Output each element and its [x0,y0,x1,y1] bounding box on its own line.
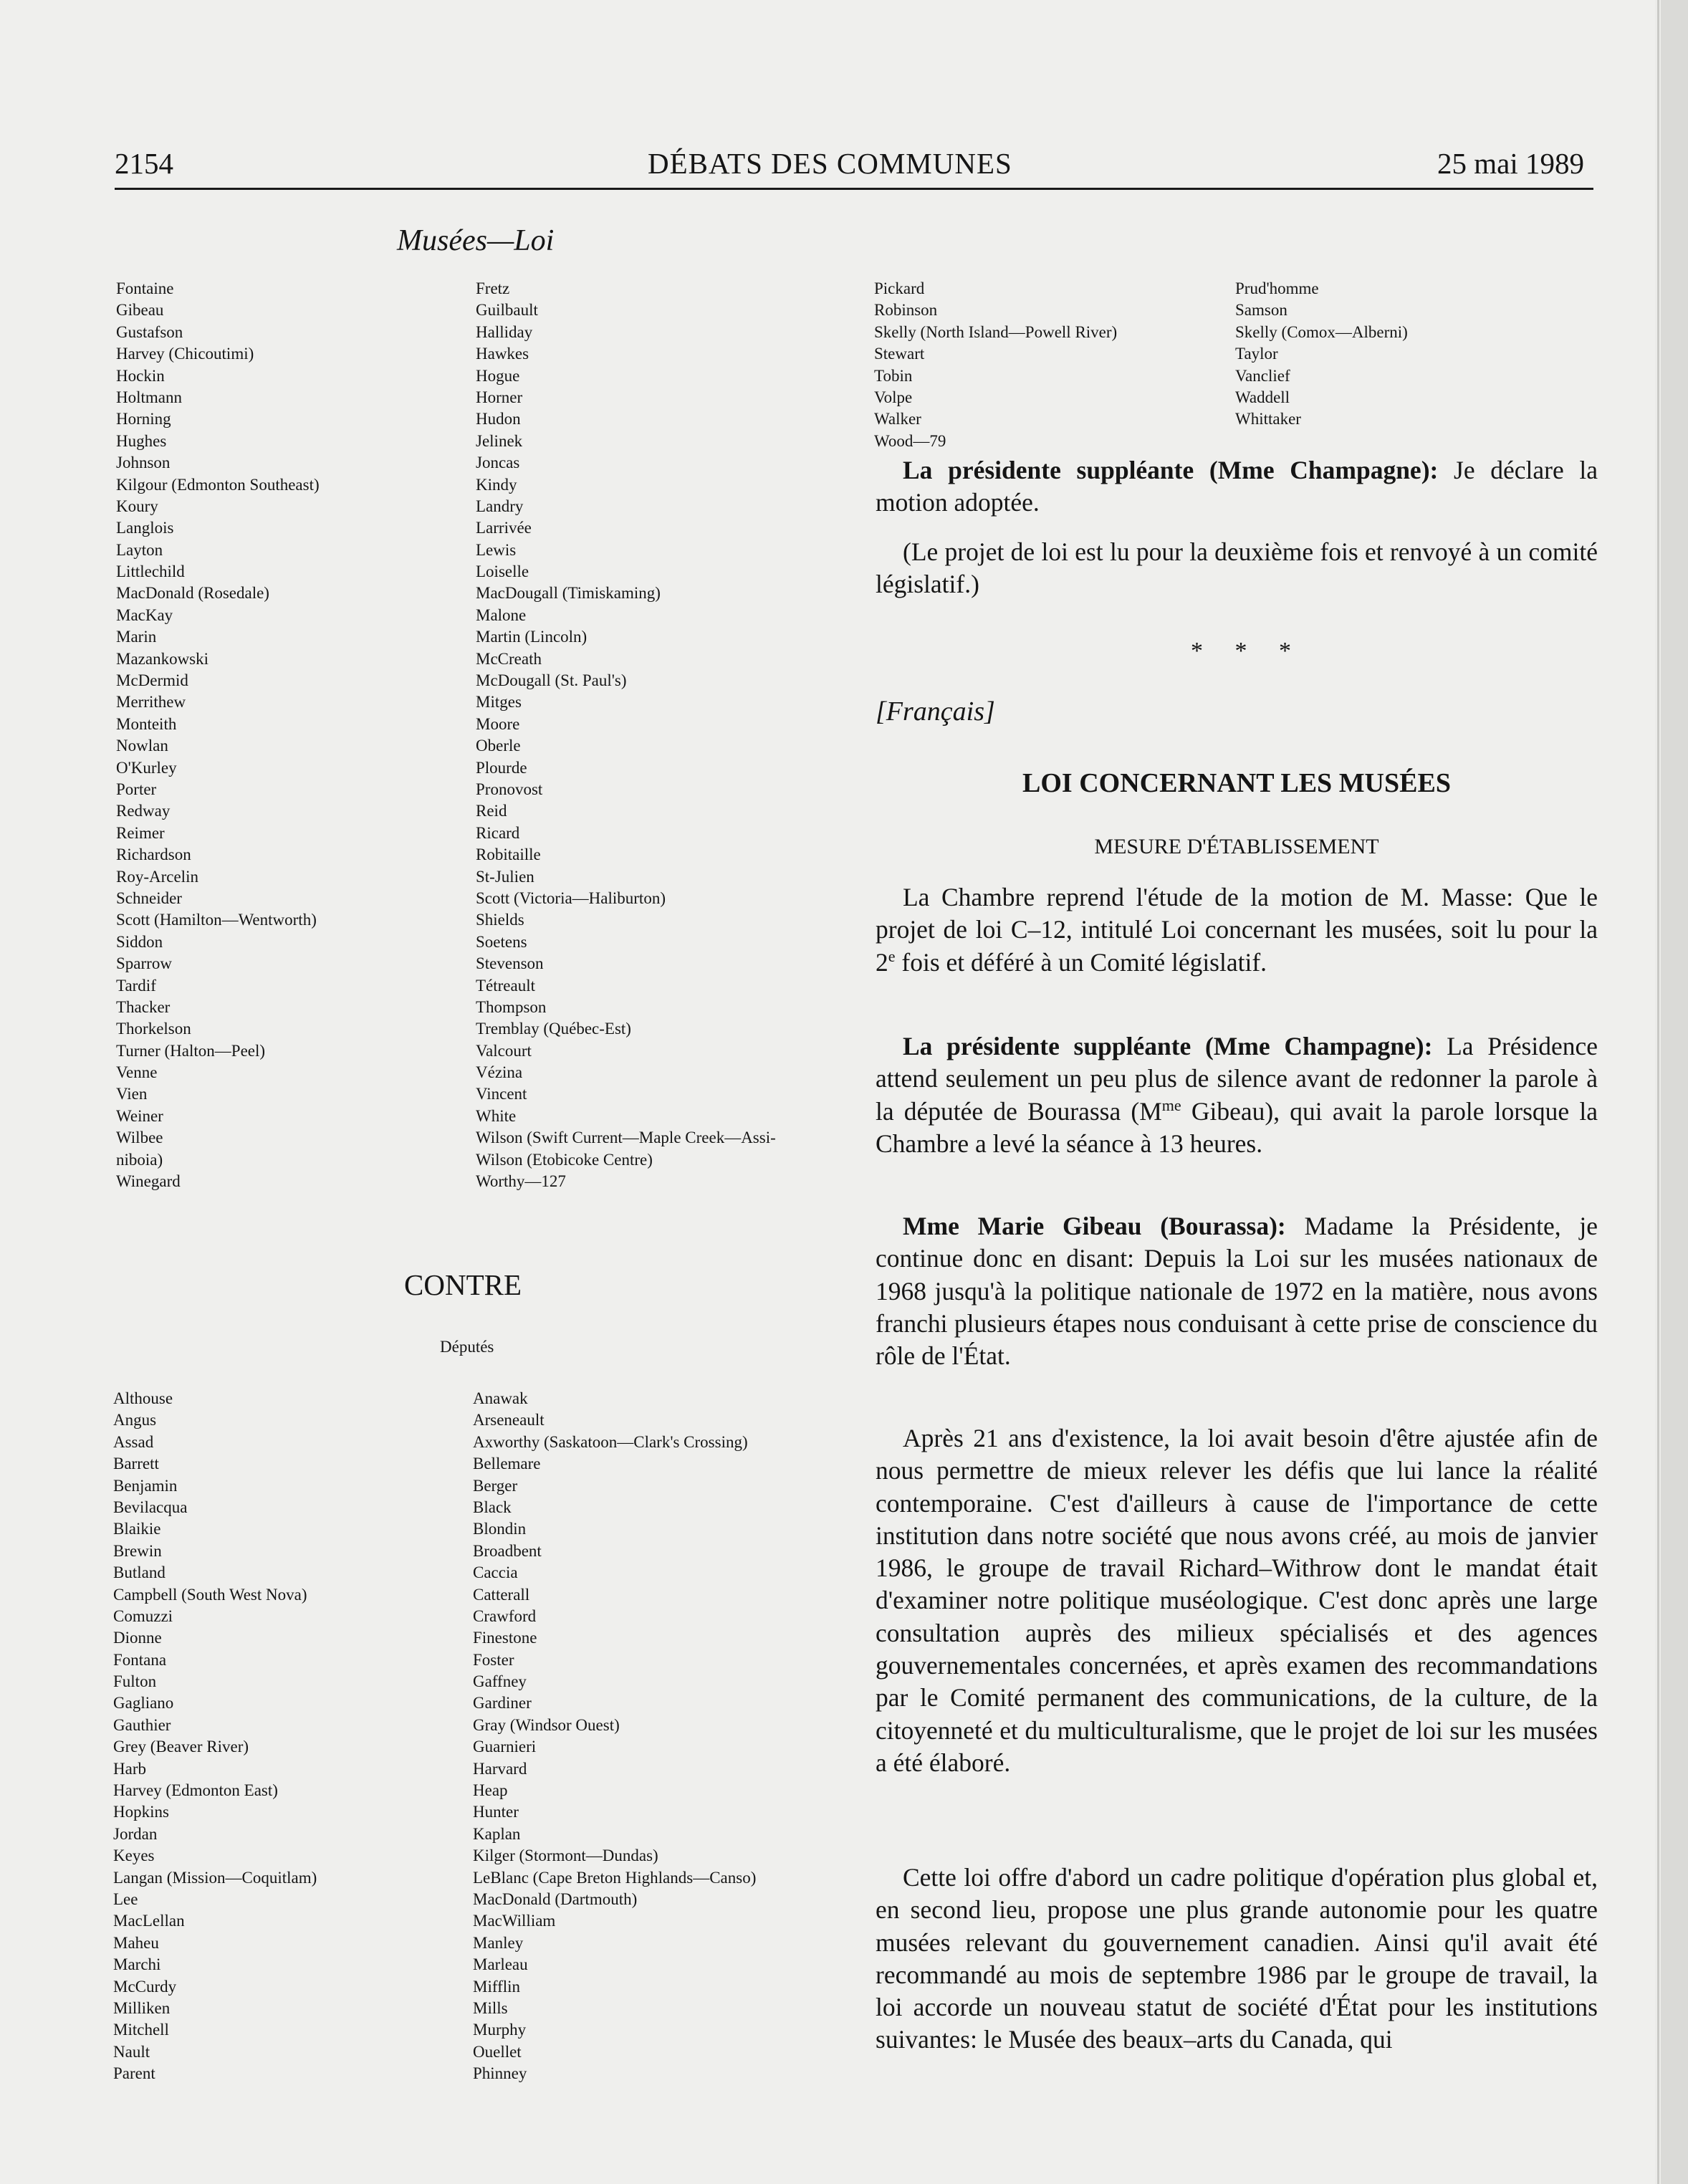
member-name: Campbell (South West Nova) [113,1585,307,1604]
nays-column-2 [473,1388,756,2085]
member-name: LeBlanc (Cape Breton Highlands—Canso) [473,1868,757,1887]
member-name: Shields [476,911,524,929]
member-name: Vien [116,1085,148,1103]
member-name: Langlois [116,519,174,537]
paragraph-chair-remark: La présidente suppléante (Mme Champagne): La Présidence attend seulement un peu plus de silence avant de redonner la parole à la députée de Bourassa ($M^{me}$ Gibeau), qui avait la parole lorsque la Chambre a levé la séance à 13 heures. [876,1032,1598,1158]
member-name: Keyes [113,1847,155,1865]
member-name: Ricard [476,823,520,842]
member-name: Reimer [116,823,165,842]
member-name: Maheu [113,1933,159,1952]
member-name: Manley [473,1933,524,1952]
member-name: Johnson [116,454,171,472]
member-name: Kindy [476,475,517,494]
yeas-column-1 [116,278,320,1192]
member-name: Kilger (Stormont—Dundas) [473,1847,658,1865]
member-name: Malone [476,605,527,624]
member-name: Redway [116,802,171,820]
member-name: Sparrow [116,954,172,973]
member-name: Hockin [116,366,165,385]
member-name: Fontaine [116,279,174,297]
member-name: Marchi [113,1955,161,1974]
paragraph-speech-continued: Après 21 ans d'existence, la loi avait besoin d'être ajustée afin de nous permettre de mieux relever les défis que lui lance la réalité contemporaine. C'est d'ailleurs à cause de l'importance de cette institution dans notre société que nous avons créé, au mois de janvier 1986, le groupe de travail Richard–Withrow dont le mandat était d'examiner notre politique muséologique. C'est donc après une large consultation auprès des milieux spécialisés et des agences gouvernementales concernées, et après examen des recommandations par le Comité permanent des communications, de la culture, de la citoyenneté et du multiculturalisme, que le projet de loi sur les musées a été élaboré. [876,1424,1598,1777]
member-name: Althouse [113,1389,173,1407]
yeas-column-2 [476,278,776,1192]
member-name: Ouellet [473,2042,522,2061]
member-name: Vincent [476,1085,527,1103]
member-name: Valcourt [476,1041,532,1060]
member-name: Jelinek [476,431,523,450]
member-name: Heap [473,1781,508,1800]
member-name: White [476,1106,517,1125]
member-name: Porter [116,780,157,798]
member-name: McCurdy [113,1977,177,1996]
member-name: Harvey (Chicoutimi) [116,345,254,363]
member-name: Milliken [113,1998,171,2017]
member-name: McCreath [476,649,542,668]
member-name: Kilgour (Edmonton Southeast) [116,475,320,494]
member-name: MacDougall (Timiskaming) [476,584,661,603]
member-name: Weiner [116,1106,163,1125]
member-name: Layton [116,540,163,559]
header-rule [115,188,1593,190]
nays-column-3 [874,278,1117,452]
member-name: Littlechild [116,562,185,581]
member-name: Hopkins [113,1803,169,1821]
member-name: Halliday [476,322,533,341]
member-name: Tremblay (Québec-Est) [476,1020,631,1038]
member-name: MacLellan [113,1912,185,1930]
publication-title: DÉBATS DES COMMUNES [648,147,1012,180]
member-name: Merrithew [116,693,186,712]
member-name: Horner [476,388,523,406]
member-name: Harvey (Edmonton East) [113,1781,278,1800]
member-name: Bevilacqua [113,1498,188,1516]
member-name: Nowlan [116,737,168,755]
member-name: Reid [476,802,507,820]
member-name: Mitges [476,693,522,712]
member-name: niboia) [116,1150,163,1169]
member-name: McDermid [116,671,188,690]
member-name: Fulton [113,1672,157,1691]
member-name: Siddon [116,932,163,951]
member-name: Holtmann [116,388,182,406]
member-name: Gagliano [113,1694,174,1713]
member-name: Mifflin [473,1977,521,1996]
paragraph-text: Je déclare la motion adoptée. [876,456,1598,517]
member-name: Tardif [116,976,156,995]
paragraph-motion-adopted [876,454,1598,519]
page-number: 2154 [115,147,173,180]
contre-heading: CONTRE [404,1268,522,1301]
member-name: Fretz [476,279,510,297]
member-name: Axworthy (Saskatoon—Clark's Crossing) [473,1432,748,1451]
member-name: Marleau [473,1955,528,1974]
member-name: Martin (Lincoln) [476,628,588,646]
paragraph-gibeau-speech: Mme Marie Gibeau (Bourassa): Madame la Présidente, je continue donc en disant: Depuis la Loi sur les musées nationaux de 1968 jusqu'à la politique nationale de 1972 en la matière, nous avons franchi plusieurs étapes nous conduisant à cette prise de conscience du rôle de l'État. [876,1212,1598,1371]
member-name: Harb [113,1759,146,1778]
member-name: Landry [476,497,524,515]
member-name: MacWilliam [473,1912,556,1930]
member-name: Mazankowski [116,649,209,668]
member-name: Scott (Hamilton—Wentworth) [116,911,317,929]
bill-subheading: MESURE D'ÉTABLISSEMENT [1094,835,1379,858]
member-name: McDougall (St. Paul's) [476,671,627,690]
subject-heading: Musées—Loi [397,224,555,257]
paragraph-second-reading [876,536,1598,601]
member-name: Guilbault [476,301,538,320]
member-name: Samson [1235,301,1287,320]
speaker-name: La présidente suppléante (Mme Champagne): [903,1032,1433,1060]
member-name: Comuzzi [113,1606,173,1625]
member-name: Hunter [473,1803,519,1821]
member-name: Tobin [874,366,913,385]
member-name: Butland [113,1563,166,1582]
member-name: Langan (Mission—Coquitlam) [113,1868,317,1887]
member-name: Bellemare [473,1455,541,1473]
page-edge-shadow [1657,0,1659,2184]
member-name: Stewart [874,345,925,363]
member-name: Lee [113,1890,138,1908]
member-name: Berger [473,1476,518,1495]
member-name: Stevenson [476,954,544,973]
member-name: Crawford [473,1606,537,1625]
member-name: Gustafson [116,322,183,341]
member-name: Taylor [1235,345,1278,363]
member-name: Walker [874,410,921,428]
member-name: Wood—79 [874,431,946,450]
member-name: Wilbee [116,1129,163,1147]
member-name: Richardson [116,846,191,864]
member-name: Grey (Beaver River) [113,1738,249,1756]
member-name: Benjamin [113,1476,178,1495]
language-tag: [Français] [876,696,995,727]
paragraph-text: (Le projet de loi est lu pour la deuxième fois et renvoyé à un comité législatif.) [876,537,1598,599]
member-name: Barrett [113,1455,159,1473]
paragraph-motion-text: La Chambre reprend l'étude de la motion de M. Masse: Que le projet de loi C–12, intitulé Loi concernant les musées, soit lu pour la 2e fois et déféré à un Comité législatif. [876,883,1598,977]
member-name: Hughes [116,431,167,450]
member-name: Murphy [473,2021,527,2039]
member-name: Mitchell [113,2021,169,2039]
member-name: Horning [116,410,171,428]
member-name: Loiselle [476,562,529,581]
member-name: Black [473,1498,512,1516]
member-name: Vézina [476,1063,523,1082]
member-name: Roy-Arcelin [116,867,198,886]
member-name: Venne [116,1063,158,1082]
member-name: Worthy—127 [476,1172,566,1191]
member-name: Whittaker [1235,410,1301,428]
member-name: Harvard [473,1759,527,1778]
member-name: Gray (Windsor Ouest) [473,1715,620,1734]
member-name: MacDonald (Dartmouth) [473,1890,638,1908]
member-name: Pickard [874,279,925,297]
member-name: Robinson [874,301,938,320]
member-name: Volpe [874,388,913,406]
member-name: Winegard [116,1172,181,1191]
speaker-name: La présidente suppléante (Mme Champagne): [903,456,1439,484]
member-name: Mills [473,1998,508,2017]
member-name: Foster [473,1650,514,1669]
member-name: Joncas [476,454,520,472]
member-name: Assad [113,1432,154,1451]
member-name: St-Julien [476,867,534,886]
member-name: Blondin [473,1520,527,1538]
page-edge [1661,0,1688,2184]
member-name: Pronovost [476,780,543,798]
bill-heading: LOI CONCERNANT LES MUSÉES [1022,768,1451,798]
member-name: Dionne [113,1629,162,1647]
member-name: Scott (Victoria—Haliburton) [476,889,666,907]
member-name: Catterall [473,1585,530,1604]
member-name: Skelly (North Island—Powell River) [874,322,1118,341]
member-name: Soetens [476,932,527,951]
member-name: Vanclief [1235,366,1290,385]
member-name: Waddell [1235,388,1290,406]
member-name: Wilson (Etobicoke Centre) [476,1150,653,1169]
member-name: Blaikie [113,1520,161,1538]
member-name: Thacker [116,997,171,1016]
member-name: Guarnieri [473,1738,537,1756]
member-name: Broadbent [473,1541,542,1560]
member-name: Phinney [473,2064,527,2083]
member-name: Gauthier [113,1715,171,1734]
member-name: Kaplan [473,1824,521,1843]
member-name: Oberle [476,737,521,755]
nays-column-4 [1235,278,1408,431]
member-name: Tétreault [476,976,536,995]
member-name: Moore [476,714,520,733]
member-name: MacKay [116,605,173,624]
member-name: Parent [113,2064,155,2083]
speaker-name: Mme Marie Gibeau (Bourassa): [903,1212,1286,1240]
member-name: Brewin [113,1541,162,1560]
member-name: Skelly (Comox—Alberni) [1235,322,1408,341]
member-name: Hudon [476,410,521,428]
member-name: Koury [116,497,158,515]
member-name: MacDonald (Rosedale) [116,584,269,603]
member-name: Gaffney [473,1672,527,1691]
member-name: Caccia [473,1563,518,1582]
member-name: Jordan [113,1824,158,1843]
member-name: Fontana [113,1650,167,1669]
member-name: Larrivée [476,519,532,537]
member-name: Gardiner [473,1694,532,1713]
member-name: Monteith [116,714,177,733]
member-name: Thorkelson [116,1020,191,1038]
member-name: Finestone [473,1629,537,1647]
deputes-label: Députés [440,1338,494,1356]
member-name: Wilson (Swift Current—Maple Creek—Assi- [476,1129,776,1147]
member-name: Schneider [116,889,182,907]
member-name: Angus [113,1411,157,1429]
member-name: Prud'homme [1235,279,1319,297]
member-name: Hawkes [476,345,529,363]
member-name: Marin [116,628,157,646]
member-name: Arseneault [473,1411,545,1429]
member-name: Robitaille [476,846,541,864]
member-name: Lewis [476,540,517,559]
member-name: Hogue [476,366,520,385]
member-name: Turner (Halton—Peel) [116,1041,266,1060]
publication-date: 25 mai 1989 [1437,147,1584,180]
member-name: O'Kurley [116,758,177,777]
nays-column-1 [113,1388,317,2085]
member-name: Gibeau [116,301,164,320]
member-name: Anawak [473,1389,528,1407]
member-name: Nault [113,2042,150,2061]
paragraph-speech-continued-2: Cette loi offre d'abord un cadre politique d'opération plus global et, en second lieu, propose une plus grande autonomie pour les quatre musées relevant du gouvernement canadien. Ainsi qu'il avait été recommandé au mois de septembre 1986 par le groupe de travail, la loi accorde un nouveau statut de société d'État pour les institutions suivantes: le Musée des beaux–arts du Canada, qui [876,1863,1598,2054]
section-separator: * * * [1191,638,1304,664]
member-name: Plourde [476,758,527,777]
member-name: Thompson [476,997,547,1016]
